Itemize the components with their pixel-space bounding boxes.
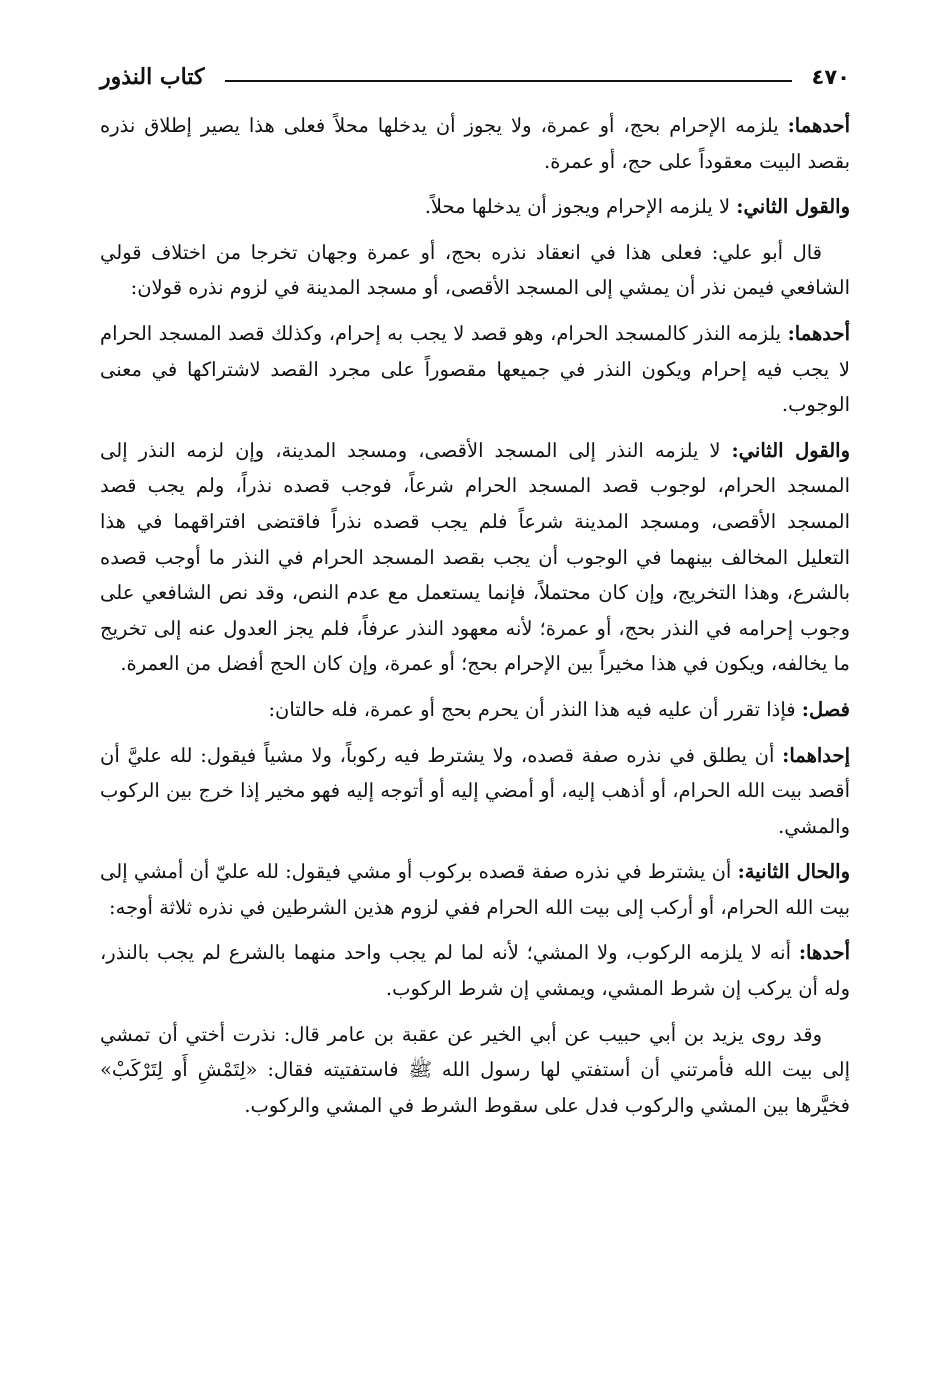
paragraph-1 (100, 108, 850, 179)
paragraph-text: أن يشترط في نذره صفة قصده بركوب أو مشي فيقول: لله عليّ أن أمشي إلى بيت الله الحرام، أو أركب إلى بيت الله الحرام ففي لزوم هذين الشرطين في نذره ثلاثة أوجه: (100, 860, 850, 919)
page-header (100, 62, 850, 96)
paragraph-10 (100, 1017, 850, 1124)
paragraph-lead: أحدهما: (787, 321, 850, 345)
paragraph-lead: فصل: (801, 697, 850, 721)
paragraph-4 (100, 316, 850, 423)
paragraph-text: قال أبو علي: فعلى هذا في انعقاد نذره بحج، أو عمرة وجهان تخرجا من اختلاف قولي الشافعي فيمن نذر أن يمشي إلى المسجد الأقصى، أو مسجد المدينة في لزوم نذره قولان: (100, 240, 850, 300)
paragraph-text: لا يلزمه الإحرام ويجوز أن يدخلها محلاً. (424, 195, 737, 219)
paragraph-text: أنه لا يلزمه الركوب، ولا المشي؛ لأنه لما لم يجب واحد منهما بالشرع لم يجب بالنذر، وله أن يركب إن شرط المشي، ويمشي إن شرط الركوب. (100, 941, 850, 1001)
running-title: كتاب النذور (100, 64, 205, 90)
paragraph-9 (100, 935, 850, 1006)
paragraph-lead: إحداهما: (782, 743, 850, 767)
paragraph-6 (100, 692, 850, 728)
header-rule (225, 80, 792, 82)
paragraph-text: أن يطلق في نذره صفة قصده، ولا يشترط فيه ركوباً، ولا مشياً فيقول: لله عليَّ أن أقصد بيت الله الحرام، أو أذهب إليه، أو أمضي إليه أو أتوجه إليه فهو مخير إذا خرج بين الركوب والمشي. (100, 743, 850, 838)
page-number: ٤٧٠ (811, 65, 850, 89)
paragraph-8 (100, 854, 850, 925)
paragraph-text: يلزمه النذر كالمسجد الحرام، وهو قصد لا يجب به إحرام، وكذلك قصد المسجد الحرام لا يجب فيه إحرام ويكون النذر في جميعها مقصوراً على مجرد القصد لاشتراكها في معنى الوجوب. (100, 321, 850, 417)
paragraph-lead: أحدهما: (787, 114, 850, 137)
paragraph-text: لا يلزمه النذر إلى المسجد الأقصى، ومسجد المدينة، وإن لزمه النذر إلى المسجد الحرام، لوجوب قصد المسجد الحرام شرعاً، فوجب قصده نذراً، ولم يجب قصد المسجد الأقصى، ومسجد المدينة شرعاً فلم يجب قصده نذراً فاقتضى افتراقهما في هذا التعليل المخالف بينهما في الوجوب أن يجب بقصد المسجد الحرام في النذر ما أوجب قصده بالشرع، وهذا التخريج، وإن كان محتملاً، فإنما يستعمل مع عدم النص، وقد نص الشافعي على وجوب إحرامه في النذر بحج، أو عمرة؛ لأنه معهود النذر عرفاً، فلم يجز العدول عنه إلى تخريج ما يخالفه، ويكون في هذا مخيراً بين الإحرام بحج؛ أو عمرة، وإن كان الحج أفضل من العمرة. (100, 438, 850, 676)
paragraph-lead: والقول الثاني: (731, 438, 851, 462)
paragraph-3 (100, 235, 850, 306)
paragraph-lead: والحال الثانية: (737, 860, 850, 884)
paragraph-text: يلزمه الإحرام بحج، أو عمرة، ولا يجوز أن يدخلها محلاً فعلى هذا يصير إطلاق نذره بقصد البيت معقوداً على حج، أو عمرة. (100, 114, 850, 173)
paragraph-5 (100, 433, 850, 682)
body-text (100, 108, 850, 1133)
paragraph-text: وقد روى يزيد بن أبي حبيب عن أبي الخير عن عقبة بن عامر قال: نذرت أختي أن تمشي إلى بيت الله فأمرتني أن أستفتي لها رسول الله ﷺ فاستفتيته فقال: «لِتَمْشِ أَو لِتَرْكَبْ» فخيَّرها بين المشي والركوب فدل على سقوط الشرط في المشي والركوب. (100, 1022, 850, 1117)
paragraph-2 (100, 189, 850, 225)
paragraph-lead: أحدها: (798, 941, 850, 965)
paragraph-7 (100, 738, 850, 845)
paragraph-text: فإذا تقرر أن عليه فيه هذا النذر أن يحرم بحج أو عمرة، فله حالتان: (268, 697, 802, 721)
paragraph-lead: والقول الثاني: (736, 195, 850, 219)
